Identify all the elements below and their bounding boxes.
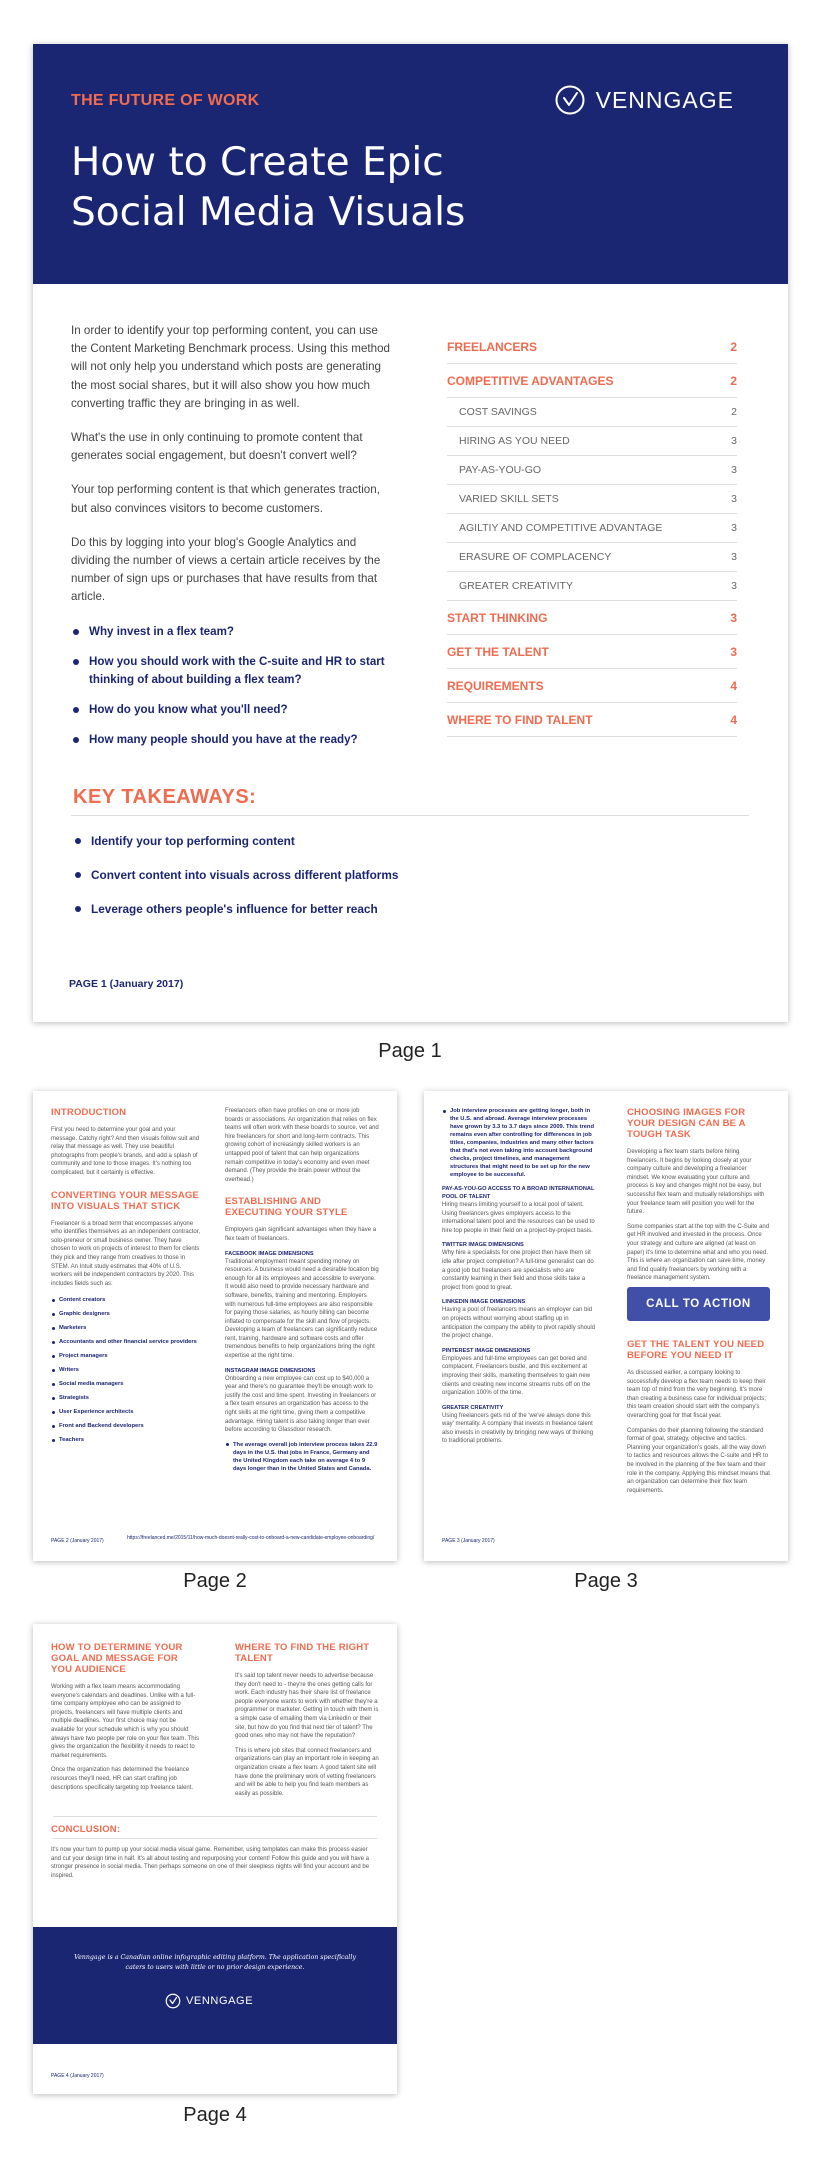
toc-label: ERASURE OF COMPLACENCY bbox=[459, 551, 612, 563]
page-footer: PAGE 2 (January 2017) bbox=[51, 1538, 104, 1544]
page-label: Page 4 bbox=[183, 2104, 247, 2126]
call-to-action-button[interactable]: CALL TO ACTION bbox=[627, 1287, 770, 1321]
list-item: Marketers bbox=[51, 1324, 201, 1332]
body-text: It's now your turn to pump up your social media visual game. Remember, using templates can make this process easier and cut your design time in half. It's all about testing and repurposing your content! Follow this guide and you will have a stronger presence in social media. Then perhaps someone on one of their sleepless nights will find your account and be inspired. bbox=[51, 1847, 370, 1879]
list-item: Teachers bbox=[51, 1436, 201, 1444]
toc-label: FREELANCERS bbox=[447, 339, 538, 354]
body-text: Some companies start at the top with the C-Suite and get HR involved and invested in the process. Once your strategy and culture are aligned (at least on paper) it's time to determine what and who you need. This is where an organization can save time, money and find quality freelancers by working with a freelance management system. bbox=[627, 1223, 770, 1282]
toc-label: COST SAVINGS bbox=[459, 406, 537, 418]
question-item: How many people should you have at the ready? bbox=[71, 731, 391, 749]
body-text: Freelancer is a broad term that encompasses anyone who identifies themselves as an independent contractor, solo-preneur or small business owner. They have chosen to work on projects of interest to them for clients they pick and they range from creatives to those in STEM. An Intuit study estimates that 40% of U.S. workers will be independent contractors by 2020. This includes fields such as: bbox=[51, 1220, 201, 1287]
stat-list bbox=[225, 1441, 379, 1473]
body-text: Hiring means limiting yourself to a local pool of talent. Using freelancers gives employers access to the international talent pool and the resources can be used to hire top people in their field on a project-by-project basis. bbox=[442, 1202, 595, 1234]
toc-page-number: 3 bbox=[731, 435, 737, 447]
footer-link[interactable]: https://freelanced.me/2015/11/how-much-doesnt-really-cost-to-onboard-a-new-candidate-employee-onboarding/ bbox=[127, 1535, 375, 1541]
section-heading: ESTABLISHING AND EXECUTING YOUR STYLE bbox=[225, 1196, 348, 1219]
body-text: Once the organization has determined the freelance resources they'll need, HR can start crafting job descriptions specifically targeting top freelance talent. bbox=[51, 1767, 194, 1791]
toc-label: VARIED SKILL SETS bbox=[459, 493, 559, 505]
tagline: Venngage is a Canadian online infographic editing platform. The application specifically caters to users with little or no prior design experience. bbox=[74, 1954, 356, 1971]
body-text: First you need to determine your goal and your message. Catchy right? And then visuals follow suit and relay that message as well. They use beautiful photographs from people's brands, and add a splash of community and tone to those images. It's nothing too complicated, but it certainly is effective. bbox=[51, 1127, 200, 1176]
toc-label: HIRING AS YOU NEED bbox=[459, 435, 570, 447]
page-4 bbox=[33, 1624, 397, 2094]
page-footer: PAGE 4 (January 2017) bbox=[51, 2073, 104, 2079]
page-3 bbox=[424, 1091, 788, 1561]
toc-item[interactable] bbox=[447, 635, 737, 669]
toc-label: REQUIREMENTS bbox=[447, 678, 544, 693]
takeaways-heading: KEY TAKEAWAYS: bbox=[73, 786, 257, 808]
list-item: Graphic designers bbox=[51, 1310, 201, 1318]
body-text: Freelancers often have profiles on one or more job boards or associations. An organization that relies on flex teams will often work with these boards to source, vet and hire freelancers for short and long-term contracts. This growing cohort of increasingly skilled workers is an untapped pool of talent that can help organizations remain competitive in today's economy and even meet demand. (They provide the brain power without the overhead.) bbox=[225, 1108, 379, 1183]
document-title: How to Create Epic Social Media Visuals bbox=[71, 140, 466, 235]
body-text: Companies do their planning following the standard format of goal, strategy, objective and tactics. Planning your organization's goals, all the way down to tactics and resources allows the C-suite and HR to be involved in the planning of the flex team and their role in the company. Applying this mindset means that an organization can determine their flex team requirements. bbox=[627, 1427, 770, 1494]
takeaway-item: Identify your top performing content bbox=[73, 832, 398, 866]
venngage-logo-icon bbox=[165, 1993, 181, 2009]
toc-page-number: 3 bbox=[730, 644, 737, 659]
intro-paragraph: What's the use in only continuing to promote content that generates social engagement, but doesn't convert well? bbox=[71, 431, 363, 463]
question-item: How you should work with the C-suite and HR to start thinking of about building a flex team? bbox=[71, 653, 391, 689]
sub-heading: LINKEDIN IMAGE DIMENSIONS bbox=[442, 1299, 526, 1306]
toc-page-number: 3 bbox=[730, 610, 737, 625]
page-1-header bbox=[33, 44, 788, 284]
list-item: Strategists bbox=[51, 1394, 201, 1402]
takeaway-item: Convert content into visuals across different platforms bbox=[73, 866, 398, 900]
toc-label: WHERE TO FIND TALENT bbox=[447, 712, 593, 727]
body-text: Working with a flex team means accommodating everyone's calendars and deadlines. Unlike with a full-time company employee who can be assigned to projects, freelancers will have multiple clients and multiple deadlines. Your first choice may not be available for your schedule which is why you should always have two people per role on your flex team. This gives the organization the flexibility it needs to react to market requirements. bbox=[51, 1684, 199, 1759]
footer-band bbox=[33, 1927, 397, 2044]
toc-label: GREATER CREATIVITY bbox=[459, 580, 573, 592]
section-heading: CHOOSING IMAGES FOR YOUR DESIGN CAN BE A TOUGH TASK bbox=[627, 1107, 746, 1140]
divider bbox=[71, 815, 749, 816]
page-label: Page 1 bbox=[378, 1040, 442, 1062]
toc-page-number: 2 bbox=[730, 339, 737, 354]
sub-heading: PINTEREST IMAGE DIMENSIONS bbox=[442, 1347, 531, 1354]
intro-paragraph: In order to identify your top performing content, you can use the Content Marketing Benchmark process. Using this method will not only help you understand which posts are generating the most social shares, but it will also show you how much converting traffic they are bringing in as well. bbox=[71, 324, 390, 410]
list-item: Content creators bbox=[51, 1296, 201, 1304]
toc-label: GET THE TALENT bbox=[447, 644, 549, 659]
section-heading: INTRODUCTION bbox=[51, 1107, 127, 1118]
stat-item: The average overall job interview process takes 22.9 days in the U.S. that jobs in France, Germany and the United Kingdom each take on average 4 to 9 days longer than in the United States and Canada. bbox=[225, 1441, 379, 1473]
intro-paragraph: Do this by logging into your blog's Google Analytics and dividing the number of views a certain article receives by the number of sign ups or purchases that have results from that article. bbox=[71, 535, 381, 604]
list-item: Accountants and other financial service providers bbox=[51, 1338, 201, 1346]
toc-label: AGILTIY AND COMPETITIVE ADVANTAGE bbox=[459, 522, 663, 534]
question-item: How do you know what you'll need? bbox=[71, 701, 391, 719]
toc-page-number: 3 bbox=[731, 522, 737, 534]
venngage-logo-icon bbox=[554, 84, 586, 116]
body-text: Using freelancers gets rid of the 'we've always done this way' mentality. A company that invests in freelance talent also invests in creativity by bringing new ways of thinking to traditional problems. bbox=[442, 1412, 594, 1445]
section-heading: WHERE TO FIND THE RIGHT TALENT bbox=[235, 1642, 370, 1664]
brand-logo bbox=[554, 84, 734, 116]
toc-label: COMPETITIVE ADVANTAGES bbox=[447, 373, 614, 388]
table-of-contents bbox=[447, 330, 737, 737]
toc-page-number: 3 bbox=[731, 493, 737, 505]
toc-item[interactable] bbox=[447, 543, 737, 572]
takeaway-item: Leverage others people's influence for better reach bbox=[73, 900, 398, 934]
body-text: It's said top talent never needs to advertise because they don't need to - they're the ones getting calls for work. Each industry has their share list of freelance people everyone wants to work with whether they're a programmer or marketer. Getting in touch with them is a simple case of emailing them via LinkedIn or their site, but how do you find that next tier of talent? The good ones who may not have the reputation? bbox=[235, 1673, 379, 1740]
toc-item[interactable] bbox=[447, 427, 737, 456]
page-label: Page 2 bbox=[183, 1570, 247, 1592]
sub-heading: FACEBOOK IMAGE DIMENSIONS bbox=[225, 1250, 314, 1257]
body-text: Onboarding a new employee can cost up to $40,000 a year and there's no guarantee they'll be enough work to justify the cost and time spent. Investing in freelancers or a flex team ensures an organization has access to the right skills at the right time, giving them a competitive advantage. Hiring talent is also taking longer than ever before according to Glassdoor research. bbox=[225, 1375, 377, 1434]
section-heading: CONCLUSION: bbox=[51, 1824, 121, 1835]
toc-page-number: 3 bbox=[731, 580, 737, 592]
sub-heading: GREATER CREATIVITY bbox=[442, 1404, 504, 1411]
sub-heading: PAY-AS-YOU-GO ACCESS TO A BROAD INTERNATIONAL POOL OF TALENT bbox=[442, 1186, 595, 1200]
toc-label: START THINKING bbox=[447, 610, 548, 625]
toc-item[interactable] bbox=[447, 364, 737, 398]
divider bbox=[53, 1838, 377, 1839]
page-footer: PAGE 3 (January 2017) bbox=[442, 1538, 495, 1544]
toc-item[interactable] bbox=[447, 398, 737, 427]
toc-item[interactable] bbox=[447, 601, 737, 635]
toc-page-number: 4 bbox=[730, 678, 737, 693]
toc-item[interactable] bbox=[447, 669, 737, 703]
toc-page-number: 4 bbox=[730, 712, 737, 727]
body-text: As discussed earlier, a company looking to successfully develop a flex team needs to keep their team top of mind from the very beginning. It's more than creating a business case for individual projects; this team creation should start with the company's overarching goal for that fiscal year. bbox=[627, 1370, 767, 1419]
page-1 bbox=[33, 44, 788, 1022]
list-item: Project managers bbox=[51, 1352, 201, 1360]
toc-page-number: 3 bbox=[731, 551, 737, 563]
page-footer: PAGE 1 (January 2017) bbox=[69, 978, 184, 990]
divider bbox=[53, 1816, 377, 1817]
list-item: Social media managers bbox=[51, 1380, 201, 1388]
fields-list bbox=[51, 1296, 201, 1444]
page-2 bbox=[33, 1091, 397, 1561]
brand-name: VENNGAGE bbox=[186, 1994, 254, 2007]
toc-label: PAY-AS-YOU-GO bbox=[459, 464, 542, 476]
list-item: Writers bbox=[51, 1366, 201, 1374]
section-heading: CONVERTING YOUR MESSAGE INTO VISUALS THAT STICK bbox=[51, 1189, 199, 1212]
toc-item[interactable] bbox=[447, 456, 737, 485]
body-text: Traditional employment meant spending money on resources. A business would need a desirable location big enough for all its employees and accessible to everyone. It would also need to provide necessary hardware and software, benefits, training and mentoring. Employers with numerous full-time employees are also responsible for paying those salaries, as hourly billing can become inflated to compensate for the skill and flow of projects. Developing a team of freelancers can significantly reduce rent, training, hardware and software costs and offer tremendous benefits to help organizations bring the right expertise at the right time. bbox=[225, 1258, 379, 1360]
sub-heading: TWITTER IMAGE DIMENSIONS bbox=[442, 1242, 524, 1249]
toc-page-number: 2 bbox=[730, 373, 737, 388]
stat-item: Job interview processes are getting longer, both in the U.S. and abroad. Average interview processes have grown by 3.3 to 3.7 days since 2009. This trend remains even after controlling for differences in job titles, companies, industries and many other factors that that's not even taking into account background checks, project timelines, and management structures that might need to be set up for the new employee to be successful. bbox=[442, 1107, 598, 1179]
brand-logo bbox=[165, 1993, 253, 2009]
question-list bbox=[71, 623, 391, 749]
body-text: This is where job sites that connect freelancers and organizations can play an important role in keeping an organization create a flex team. A good talent site will have done the preliminary work of vetting freelancers and will be able to help you find team members as easily as possible. bbox=[235, 1747, 379, 1797]
section-heading: GET THE TALENT YOU NEED BEFORE YOU NEED IT bbox=[627, 1339, 765, 1361]
body-text: Employees and full-time employees can get bored and complacent. Freelancers bustle, and this excitement at improving their skills, marketing themselves to gain new clients and creating new income streams rubs off on the organization 100% of the time. bbox=[442, 1355, 591, 1397]
sub-heading: INSTAGRAM IMAGE DIMENSIONS bbox=[225, 1367, 316, 1374]
body-text: Employers gain significant advantages when they have a flex team of freelancers. bbox=[225, 1227, 377, 1242]
body-text: Why hire a specialists for one project then have them sit idle after project completion? A full-time generalist can do a good job but freelancers are specialists who are constantly learning in their field and those skills take a project from good to great. bbox=[442, 1250, 594, 1291]
body-text: Developing a flex team starts before hiring freelancers. It begins by looking closely at your company culture and developing a freelancer mindset. We know evaluating your culture and process is key and changes might not be easy, but successful flex team and mutually relationships with your freelance team will position you well for the future. bbox=[627, 1149, 765, 1216]
list-item: Front and Backend developers bbox=[51, 1422, 201, 1430]
toc-page-number: 3 bbox=[731, 464, 737, 476]
toc-page-number: 2 bbox=[731, 406, 737, 418]
stat-list bbox=[442, 1107, 598, 1179]
list-item: User Experience architects bbox=[51, 1408, 201, 1416]
page-label: Page 3 bbox=[574, 1570, 638, 1592]
question-item: Why invest in a flex team? bbox=[71, 623, 391, 641]
kicker: THE FUTURE OF WORK bbox=[71, 92, 260, 109]
section-heading: HOW TO DETERMINE YOUR GOAL AND MESSAGE FOR YOU AUDIENCE bbox=[51, 1642, 183, 1675]
toc-item[interactable] bbox=[447, 572, 737, 601]
toc-item[interactable] bbox=[447, 330, 737, 364]
body-text: Having a pool of freelancers means an employer can bid on projects without worrying about staffing up in anticipation the company the ability to pivot rapidly should the project change. bbox=[442, 1307, 596, 1340]
toc-item[interactable] bbox=[447, 514, 737, 543]
brand-name: VENNGAGE bbox=[595, 86, 734, 113]
takeaways-list bbox=[73, 832, 398, 934]
intro-paragraph: Your top performing content is that which generates traction, but also convinces visitors to become customers. bbox=[71, 483, 380, 515]
intro-body bbox=[71, 322, 391, 761]
toc-item[interactable] bbox=[447, 485, 737, 514]
toc-item[interactable] bbox=[447, 703, 737, 737]
